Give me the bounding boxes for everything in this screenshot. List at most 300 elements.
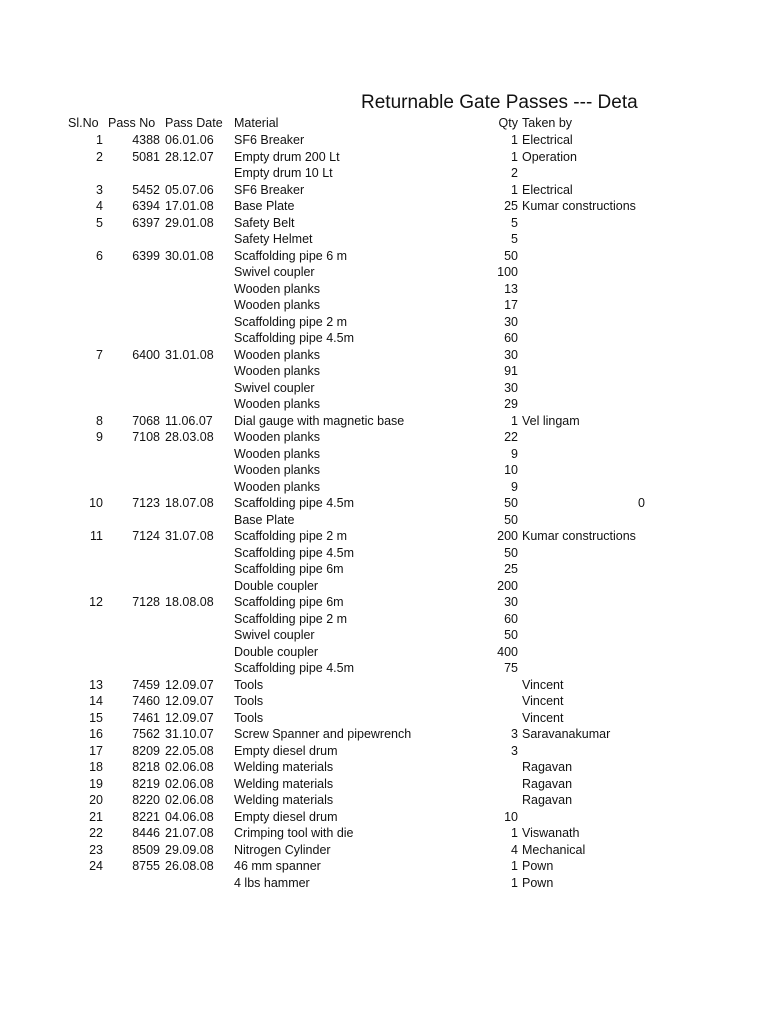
cell-extra	[600, 231, 645, 248]
cell-extra	[600, 528, 645, 545]
cell-sl-no: 8	[96, 413, 103, 428]
cell-extra	[600, 710, 645, 727]
cell-taken-by: Ragavan	[522, 776, 573, 791]
cell-material: Swivel coupler	[234, 380, 315, 395]
cell-material: Wooden planks	[234, 347, 320, 362]
cell-pass-date: 28.03.08	[165, 430, 214, 444]
cell-sl-no	[60, 627, 103, 644]
table-row	[0, 677, 645, 694]
cell-pass-no: 5081	[132, 149, 160, 164]
cell-extra	[600, 677, 645, 694]
cell-pass-date	[165, 165, 230, 182]
cell-material: Scaffolding pipe 4.5m	[234, 661, 354, 675]
cell-pass-no: 4388	[132, 133, 160, 147]
cell-pass-date: 11.06.07	[165, 413, 213, 428]
cell-qty: 50	[504, 512, 518, 527]
cell-pass-no: 7459	[132, 677, 160, 692]
cell-sl-no: 1	[96, 133, 103, 147]
table-row	[0, 776, 645, 793]
cell-taken-by: Electrical	[522, 182, 573, 197]
cell-extra	[600, 380, 645, 397]
cell-pass-no: 6397	[132, 215, 160, 230]
cell-extra	[600, 743, 645, 760]
cell-extra	[600, 611, 645, 628]
cell-sl-no: 4	[96, 199, 103, 213]
cell-material: Wooden planks	[234, 364, 320, 378]
cell-material: Wooden planks	[234, 446, 320, 461]
cell-sl-no: 7	[96, 347, 103, 362]
cell-sl-no: 3	[96, 182, 103, 197]
cell-material: Crimping tool with die	[234, 826, 354, 840]
cell-pass-date	[165, 561, 230, 578]
table-row	[0, 314, 645, 331]
cell-extra	[600, 132, 645, 149]
cell-taken-by: Pown	[522, 859, 554, 873]
cell-pass-date	[165, 363, 230, 380]
cell-extra	[600, 842, 645, 859]
cell-qty: 5	[511, 215, 518, 230]
cell-extra	[600, 165, 645, 182]
table-row	[0, 198, 645, 215]
cell-pass-date	[165, 578, 230, 595]
cell-material: Empty diesel drum	[234, 809, 338, 824]
table-row	[0, 512, 645, 529]
cell-qty: 25	[504, 199, 518, 213]
cell-sl-no: 22	[89, 826, 103, 840]
cell-material: Tools	[234, 694, 264, 708]
cell-material: Wooden planks	[234, 298, 320, 312]
cell-qty: 200	[497, 529, 518, 543]
cell-pass-no	[105, 545, 160, 562]
table-row	[0, 578, 645, 595]
cell-pass-no	[105, 462, 160, 479]
cell-qty: 91	[504, 364, 518, 378]
cell-extra	[600, 182, 645, 199]
cell-pass-date: 02.06.08	[165, 776, 214, 791]
cell-extra	[600, 594, 645, 611]
cell-pass-date	[165, 396, 230, 413]
table-row	[0, 396, 645, 413]
cell-extra	[600, 215, 645, 232]
cell-material: Empty diesel drum	[234, 743, 338, 758]
cell-pass-date: 29.01.08	[165, 215, 214, 230]
header-qty: Qty	[498, 116, 518, 130]
cell-pass-date	[165, 875, 230, 892]
cell-qty: 10	[504, 463, 518, 477]
cell-pass-no: 6394	[132, 199, 160, 213]
cell-pass-date: 02.06.08	[165, 760, 214, 774]
cell-pass-date	[165, 660, 230, 677]
cell-material: SF6 Breaker	[234, 182, 305, 197]
cell-taken-by: Viswanath	[522, 826, 580, 840]
cell-pass-date: 29.09.08	[165, 842, 214, 857]
header-pass-date: Pass Date	[165, 116, 223, 130]
cell-sl-no: 14	[89, 694, 103, 708]
cell-pass-date	[165, 446, 230, 463]
cell-pass-date	[165, 380, 230, 397]
cell-sl-no	[60, 314, 103, 331]
cell-qty: 10	[504, 809, 518, 824]
cell-qty: 50	[504, 248, 518, 263]
cell-qty: 13	[504, 281, 518, 296]
table-row	[0, 825, 645, 842]
cell-extra	[600, 198, 645, 215]
cell-pass-no	[105, 627, 160, 644]
table-header	[0, 115, 645, 132]
cell-pass-no: 6400	[132, 347, 160, 362]
cell-sl-no: 16	[89, 727, 103, 741]
cell-material: Wooden planks	[234, 397, 320, 411]
cell-material: Scaffolding pipe 6 m	[234, 248, 348, 263]
cell-qty: 30	[504, 347, 518, 362]
cell-material: Base Plate	[234, 199, 295, 213]
cell-qty: 5	[511, 232, 518, 246]
cell-sl-no	[60, 875, 103, 892]
table-row	[0, 264, 645, 281]
cell-qty: 3	[511, 743, 518, 758]
cell-qty: 60	[504, 611, 518, 626]
cell-pass-no	[105, 264, 160, 281]
cell-pass-no: 8221	[132, 809, 160, 824]
table-row	[0, 710, 645, 727]
cell-taken-by: Ragavan	[522, 793, 573, 807]
cell-qty: 75	[504, 661, 518, 675]
cell-qty	[470, 776, 518, 793]
cell-extra	[600, 726, 645, 743]
cell-extra	[600, 149, 645, 166]
cell-qty: 2	[511, 166, 518, 180]
cell-qty: 1	[511, 413, 518, 428]
cell-sl-no	[60, 380, 103, 397]
cell-material: Scaffolding pipe 6m	[234, 562, 344, 576]
cell-pass-date: 02.06.08	[165, 793, 214, 807]
cell-qty	[470, 710, 518, 727]
table-row	[0, 479, 645, 496]
cell-material: Tools	[234, 710, 264, 725]
cell-sl-no	[60, 363, 103, 380]
cell-pass-date	[165, 479, 230, 496]
table-row	[0, 446, 645, 463]
cell-pass-no: 7108	[132, 430, 160, 444]
cell-qty: 25	[504, 562, 518, 576]
table-row	[0, 644, 645, 661]
table-row	[0, 462, 645, 479]
cell-pass-no	[105, 231, 160, 248]
table-row	[0, 759, 645, 776]
cell-material: Safety Helmet	[234, 232, 313, 246]
table-row	[0, 792, 645, 809]
cell-qty: 1	[511, 859, 518, 873]
cell-sl-no: 13	[89, 677, 103, 692]
table-row	[0, 693, 645, 710]
cell-extra	[600, 429, 645, 446]
cell-extra	[600, 809, 645, 826]
cell-pass-date	[165, 611, 230, 628]
cell-sl-no: 11	[90, 529, 103, 543]
cell-taken-by: Vincent	[522, 710, 564, 725]
table-row	[0, 611, 645, 628]
table-row	[0, 215, 645, 232]
cell-extra	[600, 347, 645, 364]
cell-pass-no	[105, 281, 160, 298]
cell-material: Welding materials	[234, 776, 334, 791]
cell-sl-no	[60, 330, 103, 347]
cell-taken-by: Vincent	[522, 677, 564, 692]
cell-qty: 9	[511, 479, 518, 494]
cell-sl-no: 12	[89, 595, 103, 609]
cell-pass-date: 31.01.08	[165, 347, 214, 362]
cell-extra	[600, 479, 645, 496]
cell-taken-by: Vel lingam	[522, 413, 580, 428]
cell-extra	[600, 462, 645, 479]
cell-sl-no: 19	[89, 776, 103, 791]
cell-pass-date: 30.01.08	[165, 248, 214, 263]
cell-pass-no: 8220	[132, 793, 160, 807]
cell-material: Screw Spanner and pipewrench	[234, 727, 412, 741]
cell-extra	[600, 776, 645, 793]
cell-sl-no	[60, 561, 103, 578]
table-row	[0, 858, 645, 875]
cell-material: Nitrogen Cylinder	[234, 842, 331, 857]
cell-pass-date	[165, 512, 230, 529]
cell-pass-no	[105, 314, 160, 331]
cell-sl-no	[60, 545, 103, 562]
cell-pass-no: 8218	[132, 760, 160, 774]
cell-sl-no: 10	[89, 496, 103, 510]
cell-taken-by: Mechanical	[522, 842, 586, 857]
cell-qty: 50	[504, 496, 518, 510]
cell-pass-no: 7068	[132, 413, 160, 428]
cell-pass-no: 7562	[132, 727, 160, 741]
cell-material: Scaffolding pipe 4.5m	[234, 331, 354, 345]
cell-sl-no: 23	[89, 842, 103, 857]
cell-qty: 1	[511, 133, 518, 147]
cell-extra	[600, 792, 645, 809]
cell-extra	[600, 561, 645, 578]
cell-material: Scaffolding pipe 2 m	[234, 314, 348, 329]
cell-sl-no: 18	[89, 760, 103, 774]
cell-pass-date: 05.07.06	[165, 182, 214, 197]
cell-material: Safety Belt	[234, 215, 295, 230]
cell-pass-date: 04.06.08	[165, 809, 214, 824]
cell-taken-by: Saravanakumar	[522, 727, 611, 741]
cell-pass-no	[105, 165, 160, 182]
cell-taken-by: Ragavan	[522, 760, 573, 774]
cell-extra	[600, 297, 645, 314]
cell-pass-no	[105, 561, 160, 578]
cell-material: Scaffolding pipe 4.5m	[234, 545, 354, 560]
cell-material: Scaffolding pipe 2 m	[234, 529, 348, 543]
cell-qty: 50	[504, 545, 518, 560]
cell-pass-date	[165, 231, 230, 248]
cell-pass-date: 28.12.07	[165, 149, 214, 164]
cell-extra	[600, 693, 645, 710]
table-row	[0, 182, 645, 199]
cell-material: Double coupler	[234, 644, 319, 659]
cell-extra	[600, 858, 645, 875]
table-row	[0, 545, 645, 562]
cell-sl-no	[60, 611, 103, 628]
cell-taken-by: Kumar constructions	[522, 199, 636, 213]
cell-pass-no: 7461	[132, 710, 160, 725]
cell-pass-date	[165, 644, 230, 661]
header-sl-no: Sl.No	[68, 116, 99, 130]
cell-pass-date: 21.07.08	[165, 826, 214, 840]
cell-material: 4 lbs hammer	[234, 875, 310, 890]
cell-sl-no	[60, 396, 103, 413]
cell-pass-date	[165, 264, 230, 281]
cell-extra	[600, 413, 645, 430]
table-body	[0, 132, 645, 891]
cell-pass-no	[105, 363, 160, 380]
cell-taken-by: Kumar constructions	[522, 529, 636, 543]
cell-sl-no: 21	[89, 809, 103, 824]
cell-qty: 30	[504, 380, 518, 395]
cell-qty: 30	[504, 595, 518, 609]
cell-pass-date: 22.05.08	[165, 743, 214, 758]
cell-material: Wooden planks	[234, 479, 320, 494]
cell-pass-date: 18.07.08	[165, 496, 214, 510]
cell-material: Tools	[234, 677, 264, 692]
cell-pass-date: 12.09.07	[165, 710, 214, 725]
cell-pass-date: 12.09.07	[165, 677, 214, 692]
table-row	[0, 413, 645, 430]
cell-qty: 50	[504, 628, 518, 642]
cell-extra	[600, 875, 645, 892]
cell-sl-no	[60, 231, 103, 248]
cell-pass-no: 8219	[132, 776, 160, 791]
cell-material: Welding materials	[234, 760, 334, 774]
header-taken-by: Taken by	[522, 116, 573, 130]
cell-pass-no: 7460	[132, 694, 160, 708]
cell-extra: 0	[638, 496, 645, 510]
cell-qty: 1	[511, 875, 518, 890]
cell-extra	[600, 660, 645, 677]
cell-extra	[600, 330, 645, 347]
table-row	[0, 363, 645, 380]
cell-sl-no: 24	[89, 859, 103, 873]
cell-material: Swivel coupler	[234, 628, 315, 642]
cell-qty: 100	[497, 265, 518, 279]
cell-sl-no: 17	[89, 743, 103, 758]
cell-material: Empty drum 200 Lt	[234, 149, 340, 164]
table-row	[0, 132, 645, 149]
cell-extra	[600, 264, 645, 281]
cell-pass-date: 18.08.08	[165, 595, 214, 609]
cell-sl-no	[60, 264, 103, 281]
cell-pass-date	[165, 545, 230, 562]
cell-taken-by: Vincent	[522, 694, 564, 708]
cell-extra	[600, 314, 645, 331]
cell-qty: 17	[504, 298, 518, 312]
cell-qty	[470, 677, 518, 694]
cell-pass-no	[105, 479, 160, 496]
table-row	[0, 528, 645, 545]
cell-extra	[600, 446, 645, 463]
cell-material: Wooden planks	[234, 463, 320, 477]
cell-pass-no: 7128	[132, 595, 160, 609]
cell-sl-no	[60, 660, 103, 677]
cell-pass-date	[165, 627, 230, 644]
cell-qty	[470, 792, 518, 809]
cell-pass-date: 31.10.07	[165, 727, 214, 741]
cell-material: Empty drum 10 Lt	[234, 166, 333, 180]
cell-pass-date: 17.01.08	[165, 199, 214, 213]
cell-pass-no	[105, 380, 160, 397]
cell-pass-date	[165, 281, 230, 298]
cell-material: Swivel coupler	[234, 265, 315, 279]
table-row	[0, 248, 645, 265]
page-title: Returnable Gate Passes --- Deta	[361, 92, 638, 113]
cell-sl-no	[60, 512, 103, 529]
cell-pass-no	[105, 446, 160, 463]
cell-material: Scaffolding pipe 2 m	[234, 611, 348, 626]
table-row	[0, 165, 645, 182]
cell-pass-no	[105, 578, 160, 595]
table-row	[0, 809, 645, 826]
cell-material: Scaffolding pipe 4.5m	[234, 496, 354, 510]
table-row	[0, 842, 645, 859]
table-row	[0, 297, 645, 314]
cell-pass-no	[105, 396, 160, 413]
cell-pass-no: 8446	[132, 826, 160, 840]
cell-sl-no	[60, 462, 103, 479]
cell-pass-date	[165, 314, 230, 331]
cell-pass-date: 31.07.08	[165, 529, 214, 543]
cell-pass-no	[105, 660, 160, 677]
cell-sl-no: 5	[96, 215, 103, 230]
cell-extra	[600, 512, 645, 529]
cell-qty: 200	[497, 578, 518, 593]
cell-pass-no	[105, 297, 160, 314]
cell-sl-no	[60, 644, 103, 661]
cell-qty: 4	[511, 842, 518, 857]
cell-pass-no: 8209	[132, 743, 160, 758]
cell-taken-by: Electrical	[522, 133, 573, 147]
cell-pass-date: 06.01.06	[165, 133, 214, 147]
table-row	[0, 330, 645, 347]
cell-sl-no	[60, 297, 103, 314]
cell-extra	[600, 627, 645, 644]
cell-sl-no: 9	[96, 430, 103, 444]
cell-pass-no: 6399	[132, 248, 160, 263]
table-row	[0, 429, 645, 446]
cell-qty: 9	[511, 446, 518, 461]
cell-pass-date	[165, 462, 230, 479]
table-row	[0, 231, 645, 248]
cell-pass-no: 5452	[132, 182, 160, 197]
cell-extra	[600, 578, 645, 595]
cell-pass-no	[105, 611, 160, 628]
cell-qty: 30	[504, 314, 518, 329]
table-row	[0, 660, 645, 677]
cell-extra	[600, 759, 645, 776]
table-row	[0, 594, 645, 611]
cell-extra	[600, 396, 645, 413]
cell-qty: 1	[511, 182, 518, 197]
table-row	[0, 743, 645, 760]
table-row	[0, 495, 645, 512]
table-row	[0, 347, 645, 364]
cell-extra	[600, 281, 645, 298]
cell-extra	[600, 545, 645, 562]
header-pass-no: Pass No	[108, 116, 156, 130]
cell-material: Base Plate	[234, 512, 295, 527]
cell-pass-date: 26.08.08	[165, 859, 214, 873]
cell-pass-no	[105, 330, 160, 347]
cell-pass-date	[165, 297, 230, 314]
cell-sl-no: 15	[89, 710, 103, 725]
